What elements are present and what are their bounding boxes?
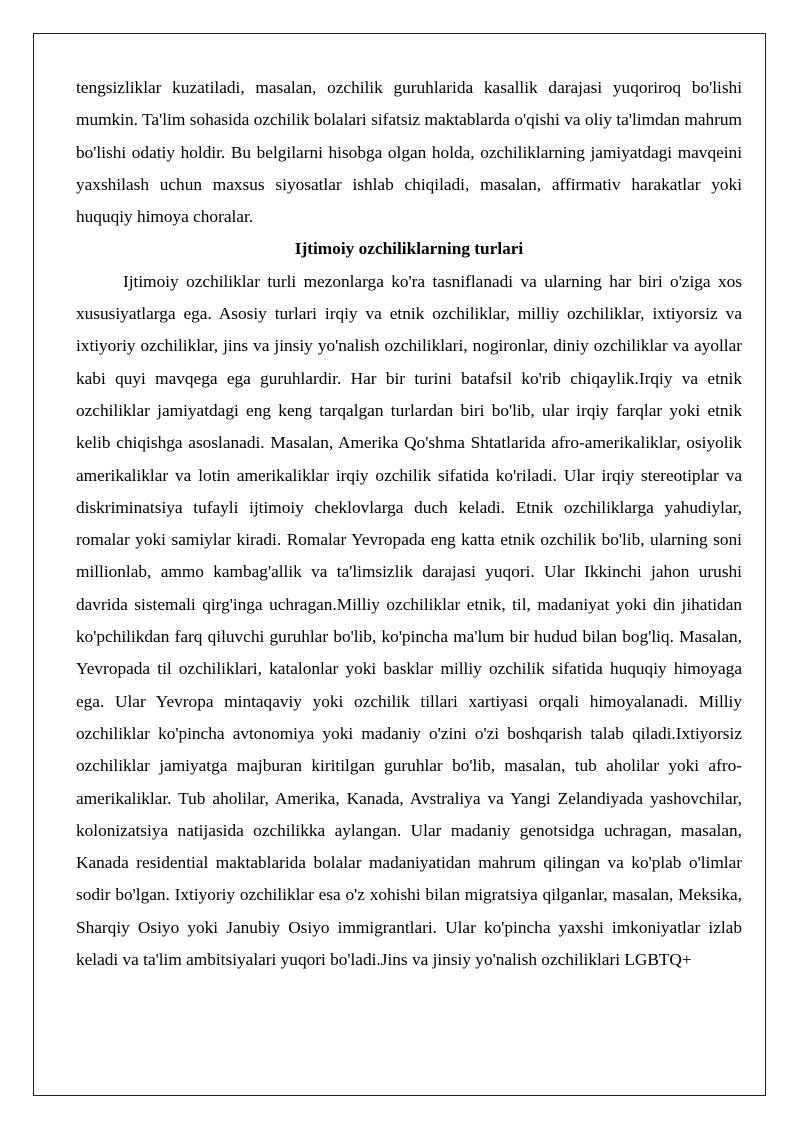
section-heading: Ijtimoiy ozchiliklarning turlari (294, 239, 524, 259)
document-body (76, 72, 742, 976)
paragraph-intro: tengsizliklar kuzatiladi, masalan, ozchilik guruhlarida kasallik darajasi yuqoriroq bo'lishi mumkin. Ta'lim sohasida ozchilik bolalari sifatsiz maktablarda o'qishi va oliy ta'limdan mahrum bo'lishi odatiy holdir. Bu belgilarni hisobga olgan holda, ozchiliklarning jamiyatdagi mavqeini yaxshilash uchun maxsus siyosatlar ishlab chiqiladi, masalan, affirmativ harakatlar yoki huquqiy himoya choralar. (76, 78, 742, 227)
paragraph-types: Ijtimoiy ozchiliklar turli mezonlarga ko'ra tasniflanadi va ularning har biri o'ziga xos xususiyatlarga ega. Asosiy turlari irqiy va etnik ozchiliklar, milliy ozchiliklar, ixtiyorsiz va ixtiyoriy ozchiliklar, jins va jinsiy yo'nalish ozchiliklari, nogironlar, diniy ozchiliklar va ayollar kabi quyi mavqega ega guruhlardir. Har bir turini batafsil ko'rib chiqaylik.Irqiy va etnik ozchiliklar jamiyatdagi eng keng tarqalgan turlardan biri bo'lib, ular irqiy farqlar yoki etnik kelib chiqishga asoslanadi. Masalan, Amerika Qo'shma Shtatlarida afro-amerikaliklar, osiyolik amerikaliklar va lotin amerikaliklar irqiy ozchilik sifatida ko'riladi. Ular irqiy stereotiplar va diskriminatsiya tufayli ijtimoiy cheklovlarga duch keladi. Etnik ozchiliklarga yahudiylar, romalar yoki samiylar kiradi. Romalar Yevropada eng katta etnik ozchilik bo'lib, ularning soni millionlab, ammo kambag'allik va ta'limsizlik darajasi yuqori. Ular Ikkinchi jahon urushi davrida sistemali qirg'inga uchragan.Milliy ozchiliklar etnik, til, madaniyat yoki din jihatidan ko'pchilikdan farq qiluvchi guruhlar bo'lib, ko'pincha ma'lum bir hudud bilan bog'liq. Masalan, Yevropada til ozchiliklari, katalonlar yoki basklar milliy ozchilik sifatida huquqiy himoyaga ega. Ular Yevropa mintaqaviy yoki ozchilik tillari xartiyasi orqali himoyalanadi. Milliy ozchiliklar ko'pincha avtonomiya yoki madaniy o'zini o'zi boshqarish talab qiladi.Ixtiyorsiz ozchiliklar jamiyatga majburan kiritilgan guruhlar bo'lib, masalan, tub aholilar yoki afro-amerikaliklar. Tub aholilar, Amerika, Kanada, Avstraliya va Yangi Zelandiyada yashovchilar, kolonizatsiya natijasida ozchilikka aylangan. Ular madaniy genotsidga uchragan, masalan, Kanada residential maktablarida bolalar madaniyatidan mahrum qilingan va ko'plab o'limlar sodir bo'lgan. Ixtiyoriy ozchiliklar esa o'z xohishi bilan migratsiya qilganlar, masalan, Meksika, Sharqiy Osiyo yoki Janubiy Osiyo immigrantlari. Ular ko'pincha yaxshi imkoniyatlar izlab keladi va ta'lim ambitsiyalari yuqori bo'ladi.Jins va jinsiy yo'nalish ozchiliklari LGBTQ+ (76, 271, 742, 970)
